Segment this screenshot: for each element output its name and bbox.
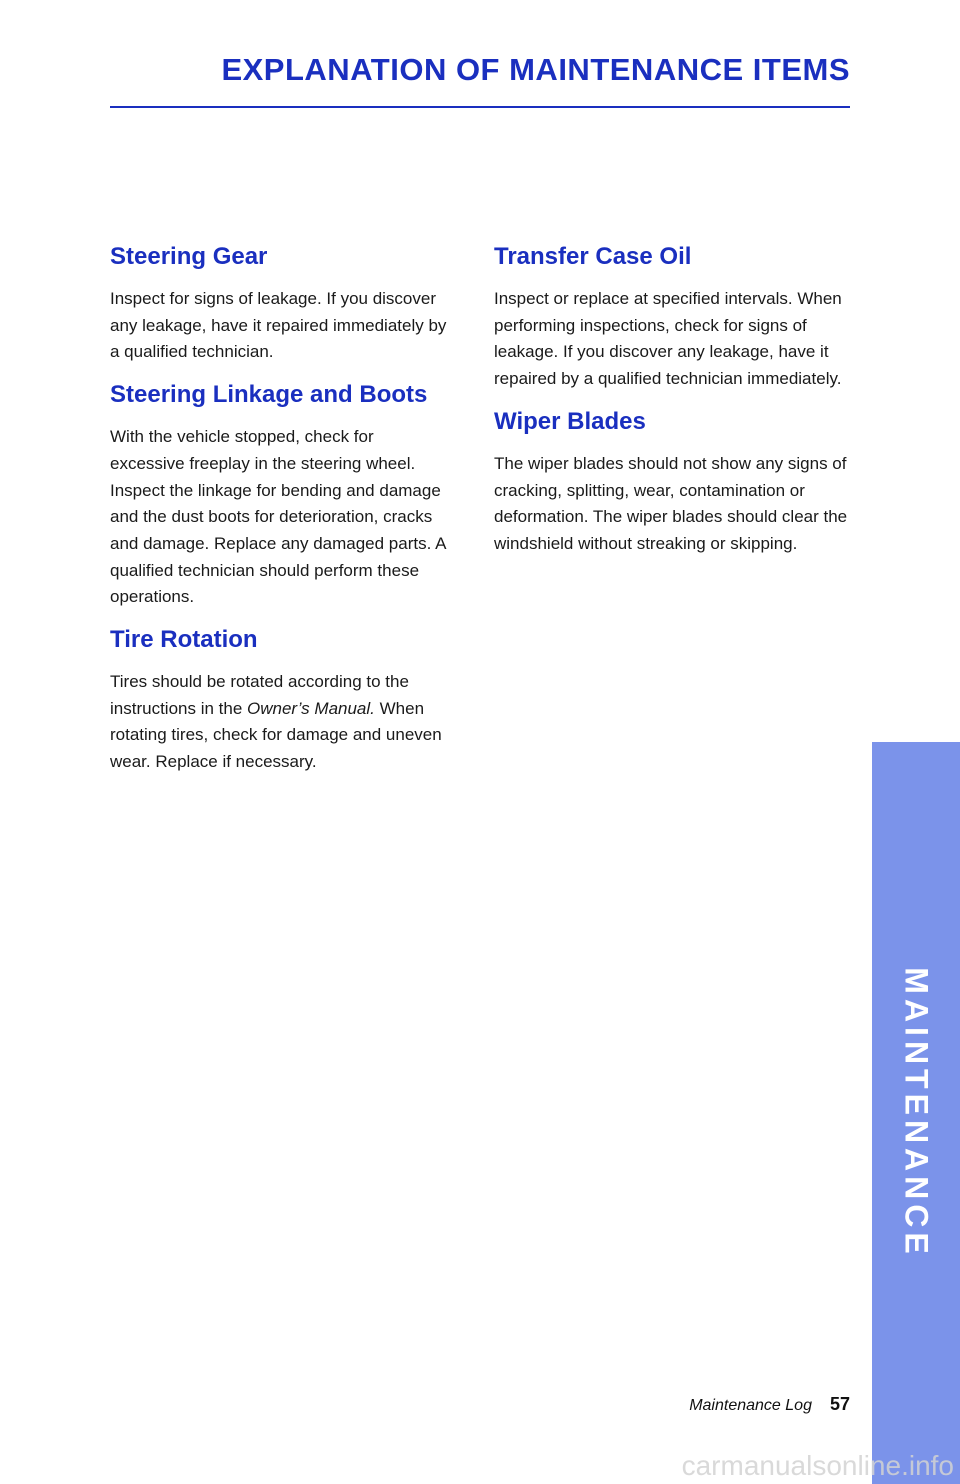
manual-title: Owner’s Manual. [247,698,375,718]
section-body: With the vehicle stopped, check for excessive freeplay in the steering wheel. Inspect the linkage for bending and damage and the dust boots for deterioration, cracks and damage. Replace any damaged parts. A qualified technician should perform these operations. [110,427,446,607]
right-column [494,240,854,570]
body-text: Tires should be rotated according to the instructions in the [110,672,409,718]
section-body: Inspect or replace at specified intervals. When performing inspections, check for signs of leakage. If you discover any leakage, have it repaired by a qualified technician immediately. [494,289,842,389]
section-heading: Transfer Case Oil [494,243,692,270]
section-heading: Steering Gear [110,243,268,270]
body-text: When rotating tires, check for damage and uneven wear. Replace if necessary. [110,698,442,772]
page-number: 57 [829,1394,850,1414]
section-heading: Wiper Blades [494,407,646,435]
section-body: The wiper blades should not show any signs of cracking, splitting, wear, contamination or deformation. The wiper blades should clear the windshield without streaking or skipping. [494,453,848,553]
section-body: Inspect for signs of leakage. If you discover any leakage, have it repaired immediately by a qualified technician. [110,289,447,362]
section-steering-gear [110,240,450,366]
section-body [110,669,450,776]
left-column [110,240,450,788]
section-tire-rotation [110,623,450,776]
side-tab-label: MAINTENANCE [898,967,935,1259]
section-heading: Steering Linkage and Boots [110,381,428,409]
page-footer [689,1394,850,1415]
section-transfer-case-oil [494,240,854,393]
footer-section-title: Maintenance Log [689,1397,812,1414]
watermark: carmanualsonline.info [681,1450,954,1481]
page-title: EXPLANATION OF MAINTENANCE ITEMS [221,52,850,87]
section-heading: Tire Rotation [110,626,258,654]
section-steering-linkage [110,378,450,611]
title-divider [110,106,850,108]
section-wiper-blades [494,405,854,558]
